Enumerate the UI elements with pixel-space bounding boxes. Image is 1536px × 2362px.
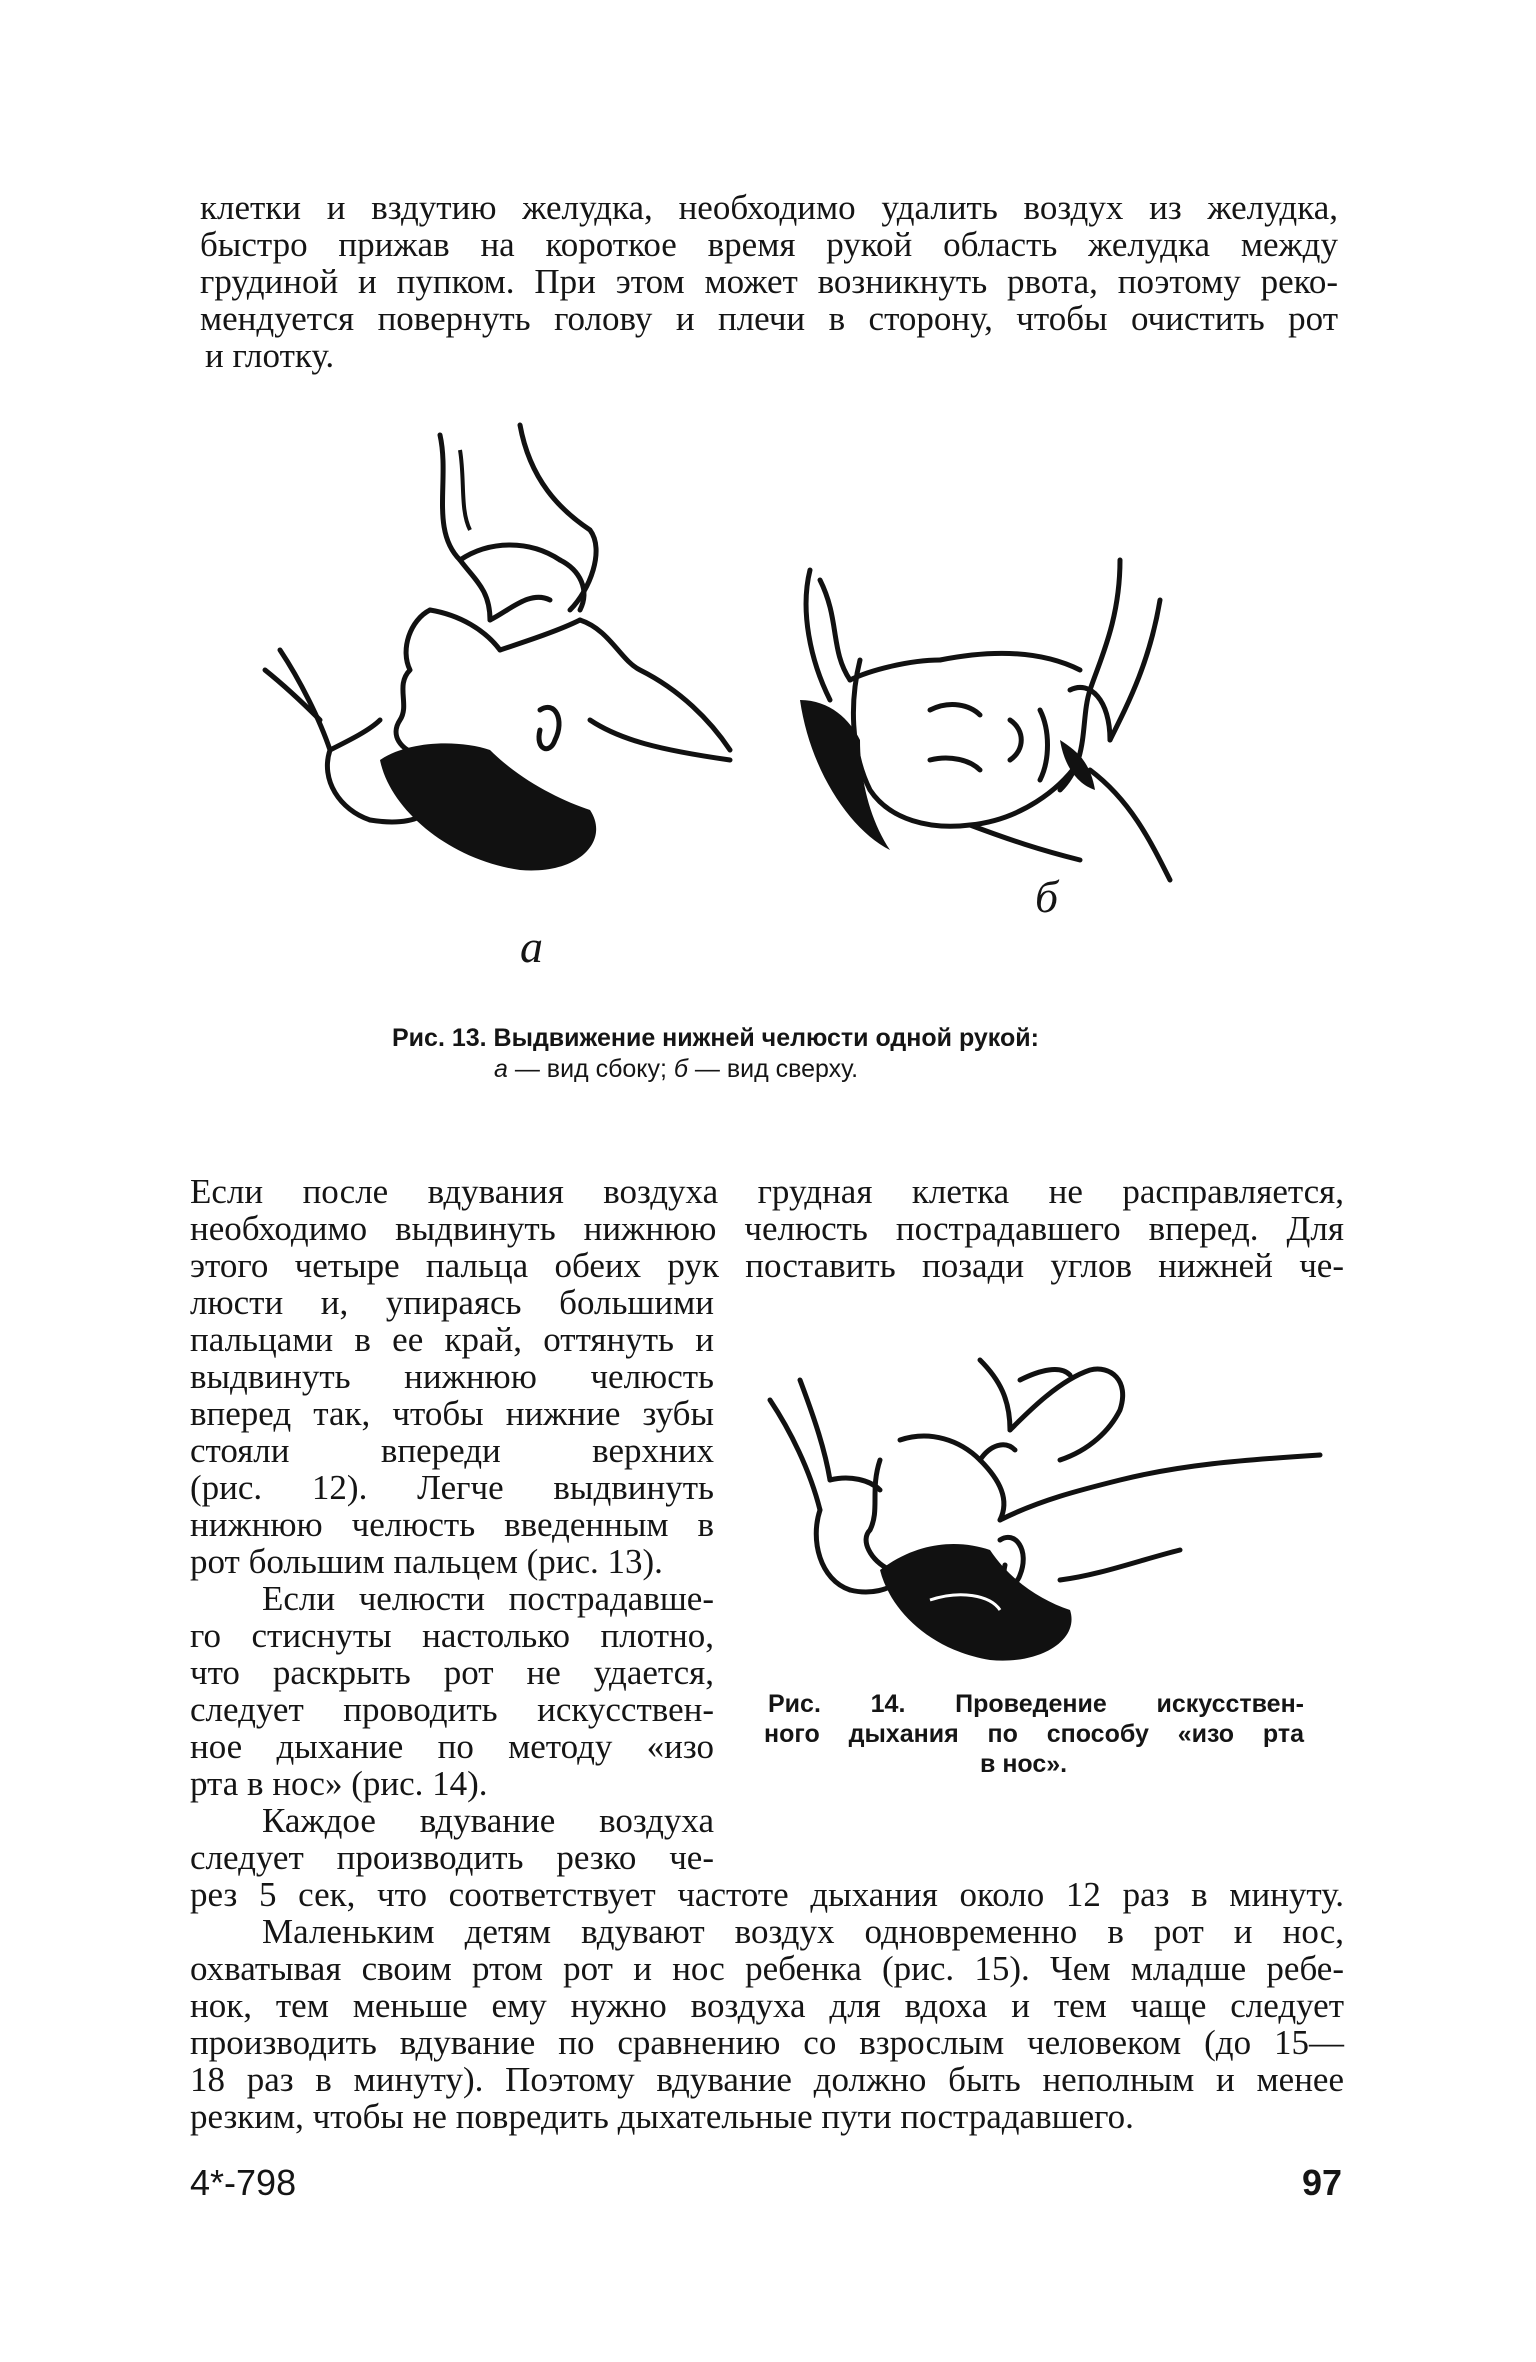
figure-13a-illustration — [260, 420, 740, 880]
text-line: быстро прижав на короткое время рукой область желудка между — [200, 225, 1338, 264]
caption-line: ного дыхания по способу «изо рта — [764, 1720, 1304, 1748]
text-line: вперед так, чтобы нижние зубы — [190, 1394, 714, 1433]
text-line: люсти и, упираясь большими — [190, 1283, 714, 1322]
figure-13-label-b: б — [1035, 871, 1059, 922]
text-line: Маленьким детям вдувают воздух одновременно в рот и нос, — [262, 1912, 1344, 1951]
caption-title: Рис. 13. Выдвижение нижней челюсти одной рукой: — [392, 1024, 1039, 1052]
text-line: следует производить резко че- — [190, 1838, 714, 1877]
text-line: выдвинуть нижнюю челюсть — [190, 1357, 714, 1396]
text-line: стояли впереди верхних — [190, 1431, 714, 1470]
text-line: этого четыре пальца обеих рук поставить позади углов нижней че- — [190, 1246, 1344, 1285]
text-line: Если челюсти пострадавше- — [262, 1579, 714, 1618]
text-line: рот большим пальцем (рис. 13). — [190, 1542, 663, 1581]
page-number: 97 — [1302, 2162, 1343, 2203]
text-line: пальцами в ее край, оттянуть и — [190, 1320, 714, 1359]
text-line: грудиной и пупком. При этом может возникнуть рвота, поэтому реко- — [200, 262, 1338, 301]
figure-13-label-a: а — [520, 921, 543, 972]
text-line: рез 5 сек, что соответствует частоте дыхания около 12 раз в минуту. — [190, 1875, 1344, 1914]
caption-line: Рис. 14. Проведение искусствен- — [768, 1690, 1304, 1718]
text-line: го стиснуты настолько плотно, — [190, 1616, 714, 1655]
text-line: и глотку. — [205, 336, 335, 375]
text-line: рта в нос» (рис. 14). — [190, 1764, 488, 1803]
text-line: охватывая своим ртом рот и нос ребенка (рис. 15). Чем младше ребе- — [190, 1949, 1344, 1988]
printer-signature: 4*-798 — [190, 2162, 297, 2203]
text-line: нижнюю челюсть введенным в — [190, 1505, 714, 1544]
text-line: клетки и вздутию желудка, необходимо удалить воздух из желудка, — [200, 188, 1338, 227]
caption-subtitle: а — вид сбоку; б — вид сверху. — [494, 1055, 859, 1083]
text-line: следует проводить искусствен- — [190, 1690, 714, 1729]
text-line: Каждое вдувание воздуха — [262, 1801, 714, 1840]
text-line: ное дыхание по методу «изо — [190, 1727, 714, 1766]
text-line: нок, тем меньше ему нужно воздуха для вдоха и тем чаще следует — [190, 1986, 1344, 2025]
figure-14-illustration — [760, 1340, 1330, 1670]
text-line: необходимо выдвинуть нижнюю челюсть пострадавшего вперед. Для — [190, 1209, 1344, 1248]
text-line: (рис. 12). Легче выдвинуть — [190, 1468, 714, 1507]
text-line: что раскрыть рот не удается, — [190, 1653, 714, 1692]
text-line: резким, чтобы не повредить дыхательные пути пострадавшего. — [190, 2097, 1134, 2136]
text-line: Если после вдувания воздуха грудная клетка не расправляется, — [190, 1172, 1344, 1211]
figure-13b-illustration — [790, 540, 1190, 900]
caption-line: в нос». — [980, 1750, 1068, 1778]
text-line: производить вдувание по сравнению со взрослым человеком (до 15— — [190, 2023, 1344, 2062]
text-line: мендуется повернуть голову и плечи в сторону, чтобы очистить рот — [200, 299, 1338, 338]
text-line: 18 раз в минуту). Поэтому вдувание должно быть неполным и менее — [190, 2060, 1344, 2099]
